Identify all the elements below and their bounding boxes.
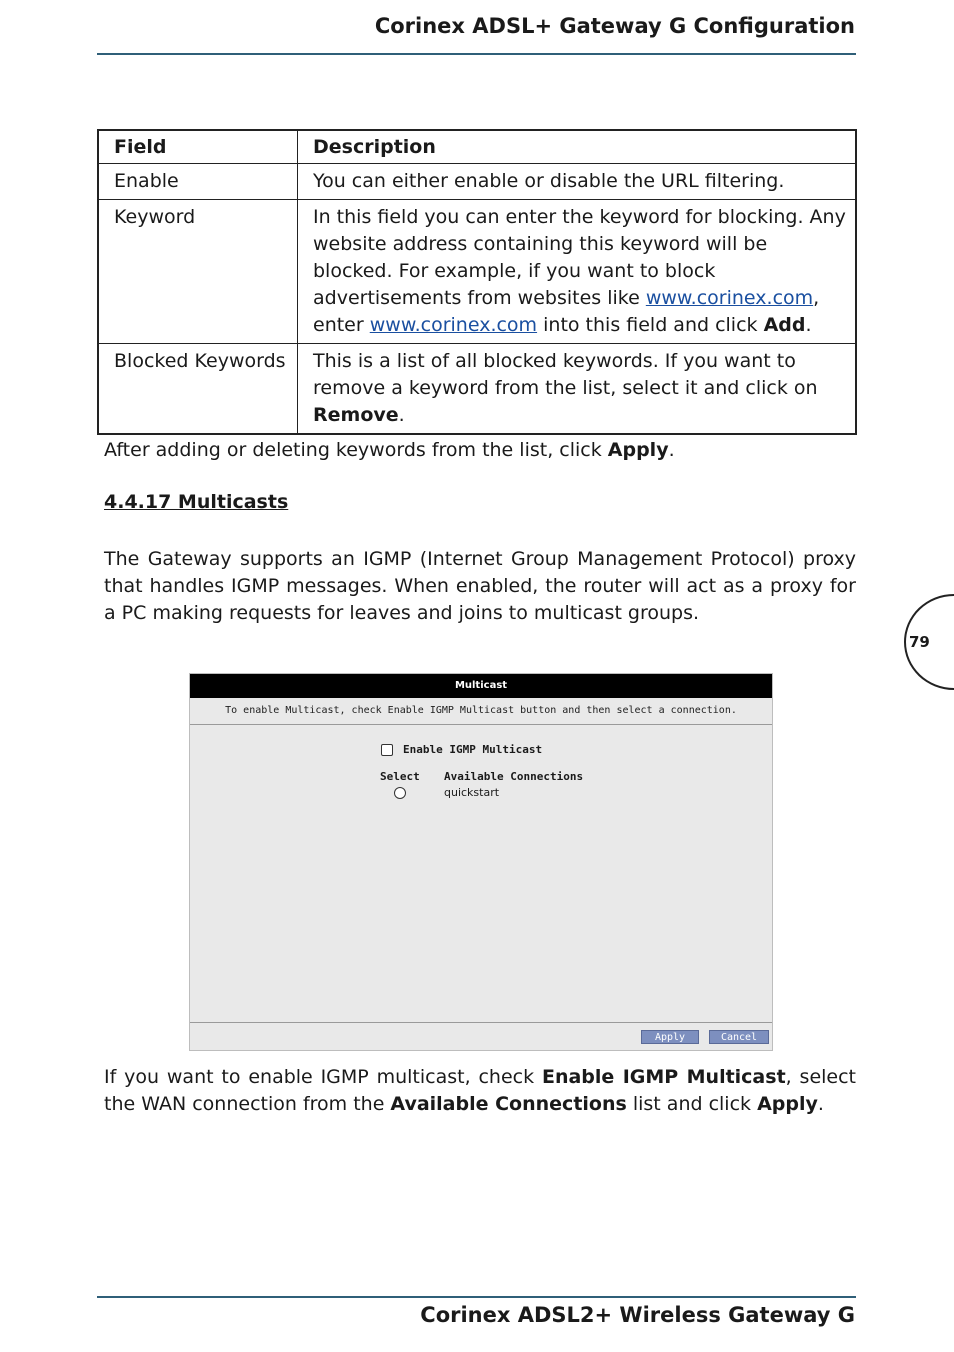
paragraph-text: list and click bbox=[626, 1093, 758, 1115]
screenshot-title: Multicast bbox=[190, 674, 772, 698]
description-cell bbox=[298, 344, 857, 435]
screenshot-divider bbox=[190, 1022, 772, 1023]
section-heading: 4.4.17 Multicasts bbox=[104, 491, 289, 513]
running-footer: Corinex ADSL2+ Wireless Gateway G bbox=[420, 1303, 855, 1327]
enable-igmp-row[interactable] bbox=[381, 743, 542, 756]
paragraph-text: , select the WAN connection from the bbox=[104, 1066, 856, 1115]
intro-paragraph: The Gateway supports an IGMP (Internet Group Management Protocol) proxy that handles IGMP messages. When enabled, the router will act as a proxy for a PC making requests for leaves and joins to multicast groups. bbox=[104, 548, 856, 624]
cancel-button[interactable]: Cancel bbox=[709, 1030, 769, 1044]
description-cell: You can either enable or disable the URL filtering. bbox=[298, 164, 857, 200]
table-header-row bbox=[98, 130, 856, 164]
table-header-description: Description bbox=[298, 130, 857, 164]
paragraph-bold: Apply bbox=[607, 439, 669, 461]
paragraph-bold: Enable IGMP Multicast bbox=[541, 1066, 786, 1088]
paragraph-bold: Available Connections bbox=[390, 1093, 627, 1115]
apply-button[interactable]: Apply bbox=[641, 1030, 699, 1044]
footer-rule bbox=[97, 1296, 856, 1298]
corinex-link[interactable]: www.corinex.com bbox=[369, 314, 538, 336]
paragraph-text: . bbox=[817, 1093, 824, 1115]
table-row bbox=[98, 344, 856, 435]
table-row bbox=[98, 164, 856, 200]
page-number: 79 bbox=[909, 633, 930, 651]
paragraph-text: If you want to enable IGMP multicast, check bbox=[104, 1066, 542, 1088]
field-cell: Blocked Keywords bbox=[98, 344, 298, 435]
field-cell: Keyword bbox=[98, 200, 298, 344]
desc-bold: Remove bbox=[313, 404, 399, 426]
select-column-header: Select bbox=[380, 770, 420, 783]
screenshot-instruction: To enable Multicast, check Enable IGMP Multicast button and then select a connection. bbox=[190, 698, 772, 725]
table-row bbox=[98, 200, 856, 344]
enable-igmp-label: Enable IGMP Multicast bbox=[403, 743, 543, 756]
apply-paragraph bbox=[104, 437, 856, 464]
connections-column-header: Available Connections bbox=[444, 770, 584, 783]
desc-text: into this field and click bbox=[537, 314, 764, 336]
corinex-link[interactable]: www.corinex.com bbox=[645, 287, 814, 309]
desc-text: This is a list of all blocked keywords. If you want to remove a keyword from the list, select it and click on bbox=[313, 350, 818, 399]
enable-igmp-checkbox[interactable] bbox=[381, 744, 393, 756]
desc-text: . bbox=[398, 404, 405, 426]
paragraph-text: After adding or deleting keywords from the list, click bbox=[104, 439, 608, 461]
connection-radio[interactable] bbox=[394, 787, 406, 799]
final-paragraph bbox=[104, 1064, 856, 1118]
paragraph-text: . bbox=[668, 439, 675, 461]
header-rule bbox=[97, 53, 856, 55]
desc-text: In this field you can enter the keyword for blocking. Any website address containing this keyword will be blocked. For example, if you want to block advertisements from websites like bbox=[313, 206, 846, 309]
paragraph-bold: Apply bbox=[757, 1093, 818, 1115]
desc-bold: Add bbox=[763, 314, 806, 336]
connection-name: quickstart bbox=[444, 786, 500, 799]
multicast-screenshot bbox=[189, 673, 773, 1051]
running-header: Corinex ADSL+ Gateway G Configuration bbox=[374, 14, 855, 38]
description-cell bbox=[298, 200, 857, 344]
table-header-field: Field bbox=[98, 130, 298, 164]
desc-text: . bbox=[805, 314, 812, 336]
field-cell: Enable bbox=[98, 164, 298, 200]
desc-text: , enter bbox=[313, 287, 820, 336]
field-description-table bbox=[97, 129, 857, 435]
